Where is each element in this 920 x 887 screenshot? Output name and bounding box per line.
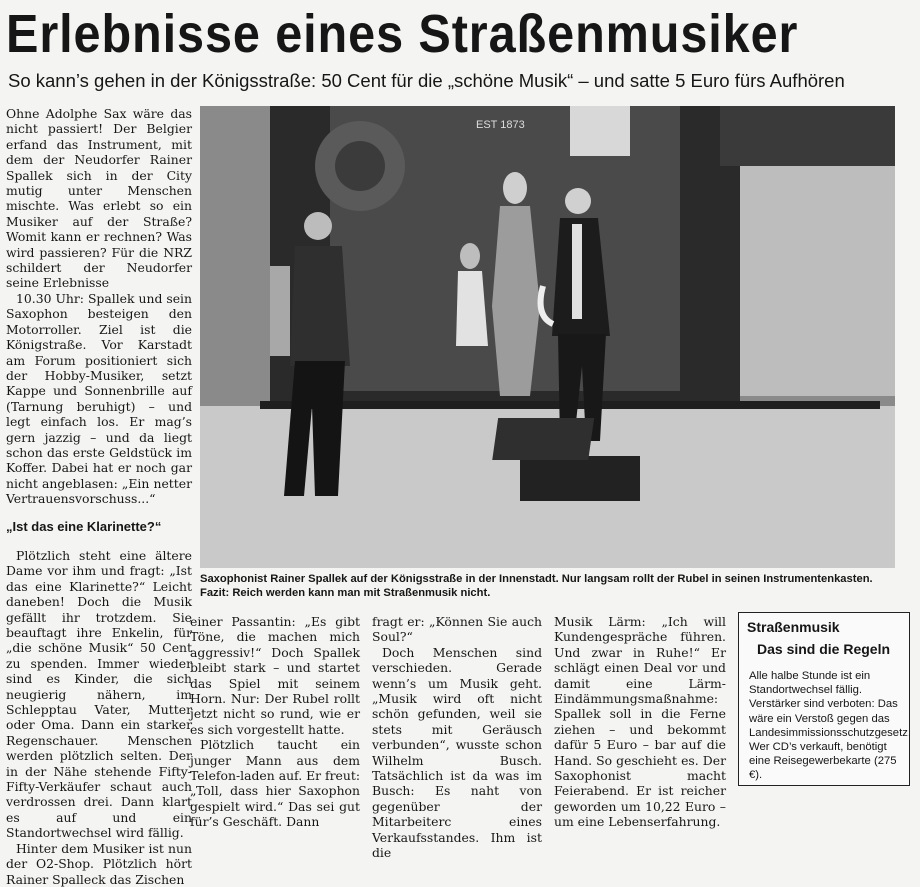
article-column-4 — [554, 614, 726, 830]
article-column-3 — [372, 614, 542, 861]
info-box — [738, 612, 910, 786]
paragraph: Musik Lärm: „Ich will Kundengespräche führen. Und zwar in Ruhe!“ Er schlägt einen Deal vor und damit eine Lärm-Eindämmungsmaßnahme: Spallek soll in die Ferne ziehen – und bekommt dafür 5 Euro – bar auf die Hand. So geschieht es. Der Saxophonist macht Feierabend. Er ist reicher geworden um 10,22 Euro – um eine Lebenserfahrung. — [554, 614, 726, 830]
info-box-tag: Straßenmusik — [747, 619, 840, 635]
article-subheading: „Ist das eine Klarinette?“ — [6, 518, 162, 534]
paragraph: Doch Menschen sind verschieden. Gerade wenn’s um Musik geht. „Musik wird oft nicht schön gefunden, weil sie stets mit Geräusch verbunden“, wusste schon Wilhelm Busch. Tatsächlich ist da was im Busch: Es naht von gegenüber der Mitarbeiterc eines Verkaufsstandes. Ihm ist die — [372, 644, 542, 861]
article-headline: Erlebnisse eines Straßenmusiker — [6, 4, 799, 64]
article-subheadline: So kann’s gehen in der Königsstraße: 50 Cent für die „schöne Musik“ – und satte 5 Euro fürs Aufhören — [8, 70, 845, 91]
info-box-title: Das sind die Regeln — [757, 641, 891, 657]
paragraph: Plötzlich steht eine ältere Dame vor ihm und fragt: „Ist das eine Klarinette?“ Leicht daneben! Doch die Musik gefällt ihr trotzdem. Sie beauftagt ihre Enkelin, für „die schöne Musik“ 50 Cent zu spenden. Immer wieder sind es Kinder, die sich neugierig nähern, im Schlepptau Vater, Mutter oder Oma. Dann ein starker Regenschauer. Menschen werden plötzlich selten. Der in der Nähe stehende Fifty-Fifty-Verkäufer schaut auch verdrossen drei. Dann klart es auf und ein Standortwechsel wird fällig. — [6, 547, 192, 841]
info-box-text: Alle halbe Stunde ist ein Standortwechsel fällig. Verstärker sind verboten: Das wäre ein Verstoß gegen das Landesimmissionsschutzgesetz. Wer CD’s verkauft, benötigt eine Reisegewerbekarte (275 €). — [749, 670, 911, 782]
photo-caption: Saxophonist Rainer Spallek auf der Königsstraße in der Innenstadt. Nur langsam rollt der Rubel in seinen Instrumentenkasten. Fazit: Reich werden kann man mit Straßenmusik nicht. — [200, 573, 873, 599]
paragraph: Ohne Adolphe Sax wäre das nicht passiert! Der Belgier erfand das Instrument, mit dem der Neudorfer Rainer Spallek sich in der City mutig unter Menschen mischte. Was erlebt so ein Musiker auf der Straße? Womit kann er rechnen? Was wird passieren? Für die NRZ schildert der Neudorfer seine Erlebnisse — [6, 106, 192, 291]
paragraph: fragt er: „Können Sie auch Soul?“ — [372, 614, 542, 645]
article-column-2 — [190, 614, 360, 830]
news-photo — [200, 106, 895, 568]
article-column-1 — [6, 106, 192, 887]
shop-sign-text: EST 1873 — [476, 119, 525, 131]
paragraph: Hinter dem Musiker ist nun der O2-Shop. Plötzlich hört Rainer Spalleck das Zischen — [6, 840, 192, 887]
paragraph: einer Passantin: „Es gibt Töne, die machen mich aggressiv!“ Doch Spallek bleibt stark – und startet das Spiel mit seinem Horn. Nur: Der Rubel rollt jetzt nicht so rund, wie er es sich vorgestellt hatte. — [190, 614, 360, 737]
paragraph: Plötzlich taucht ein junger Mann aus dem Telefon-laden auf. Er freut: „Toll, dass hier Saxophon gespielt wird.“ Das sei gut für’s Geschäft. Dann — [190, 737, 360, 830]
street-musician-photo — [200, 106, 895, 568]
paragraph: 10.30 Uhr: Spallek und sein Saxophon besteigen den Motorroller. Ziel ist die Königstraße. Vor Karstadt am Forum positioniert sich der Hobby-Musiker, setzt Kappe und Sonnenbrille auf (Tarnung beruhigt) – und legt einfach los. Er mag’s gern jazzig – und da liegt schon das erste Geldstück im Koffer. Dabei hat er noch gar nicht angeblasen: „Ein netter Vertrauensvorschuss...“ — [6, 290, 192, 507]
